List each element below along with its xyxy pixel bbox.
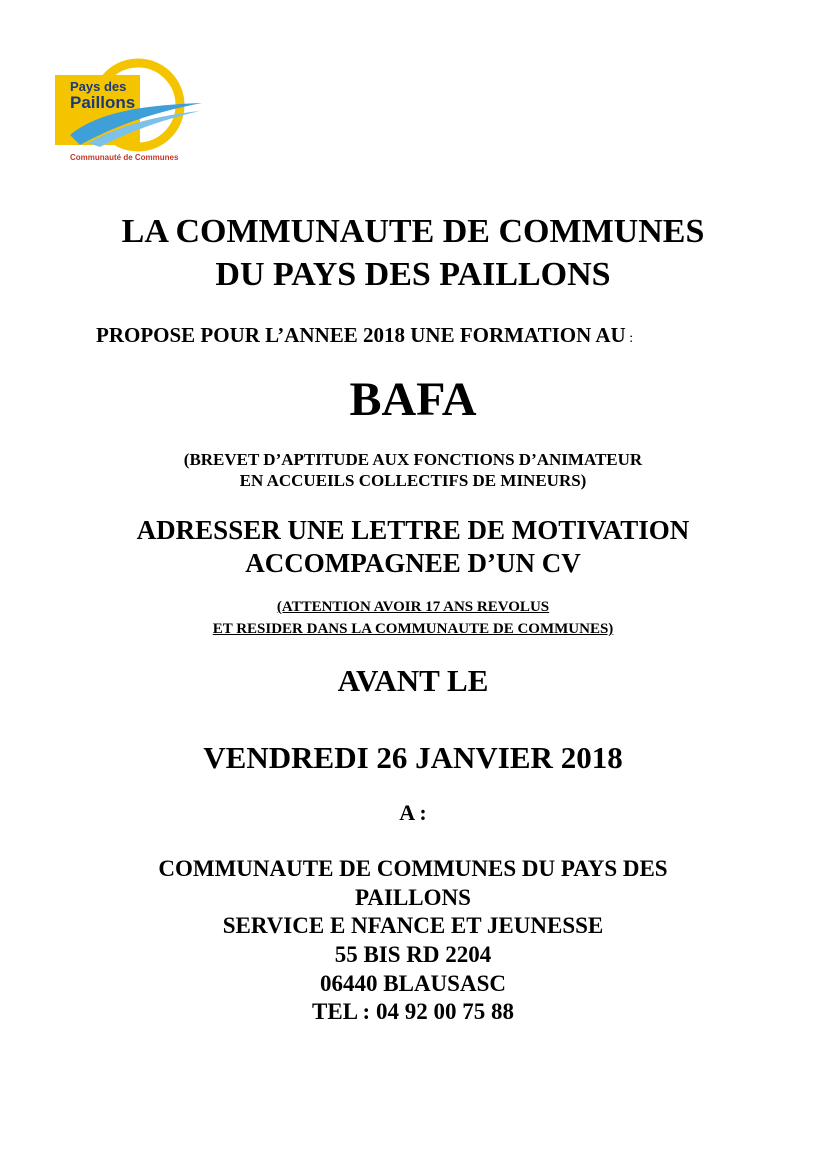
heading-line-2: DU PAYS DES PAILLONS	[215, 256, 611, 293]
adresser-line-2: ACCOMPAGNEE D’UN CV	[245, 548, 581, 578]
avant-le: AVANT LE	[337, 663, 489, 698]
deadline-date: VENDREDI 26 JANVIER 2018	[203, 740, 623, 775]
propose-line	[96, 323, 633, 348]
address-line-4: 55 BIS RD 2204	[334, 942, 492, 967]
address-line-1: COMMUNAUTE DE COMMUNES DU PAYS DES	[158, 856, 668, 881]
propose-text: PROPOSE POUR L’ANNEE 2018 UNE FORMATION AU	[96, 323, 626, 347]
address-phone: TEL : 04 92 00 75 88	[312, 999, 514, 1024]
address-line-2: PAILLONS	[355, 885, 471, 910]
address-line-3: SERVICE E NFANCE ET JEUNESSE	[222, 913, 604, 938]
attention-line-1: (ATTENTION AVOIR 17 ANS REVOLUS	[276, 599, 550, 615]
brevet-line-2: EN ACCUEILS COLLECTIFS DE MINEURS)	[239, 471, 587, 490]
adresser-line-1: ADRESSER UNE LETTRE DE MOTIVATION	[136, 515, 690, 545]
logo-text-line1: Pays des	[70, 79, 127, 94]
attention-line-2: ET RESIDER DANS LA COMMUNAUTE DE COMMUNES)	[212, 621, 614, 637]
address-line-5: 06440 BLAUSASC	[320, 971, 506, 996]
bafa-title: BAFA	[349, 373, 477, 426]
logo-subtitle: Communauté de Communes	[70, 153, 179, 162]
heading-line-1: LA COMMUNAUTE DE COMMUNES	[121, 213, 705, 250]
logo-text-line2: Paillons	[70, 93, 136, 112]
pays-des-paillons-logo	[50, 55, 212, 167]
brevet-line-1: (BREVET D’APTITUDE AUX FONCTIONS D’ANIMATEUR	[183, 450, 643, 469]
a-label: A :	[399, 800, 427, 825]
propose-colon: :	[625, 331, 634, 346]
logo-graphic	[50, 55, 212, 167]
